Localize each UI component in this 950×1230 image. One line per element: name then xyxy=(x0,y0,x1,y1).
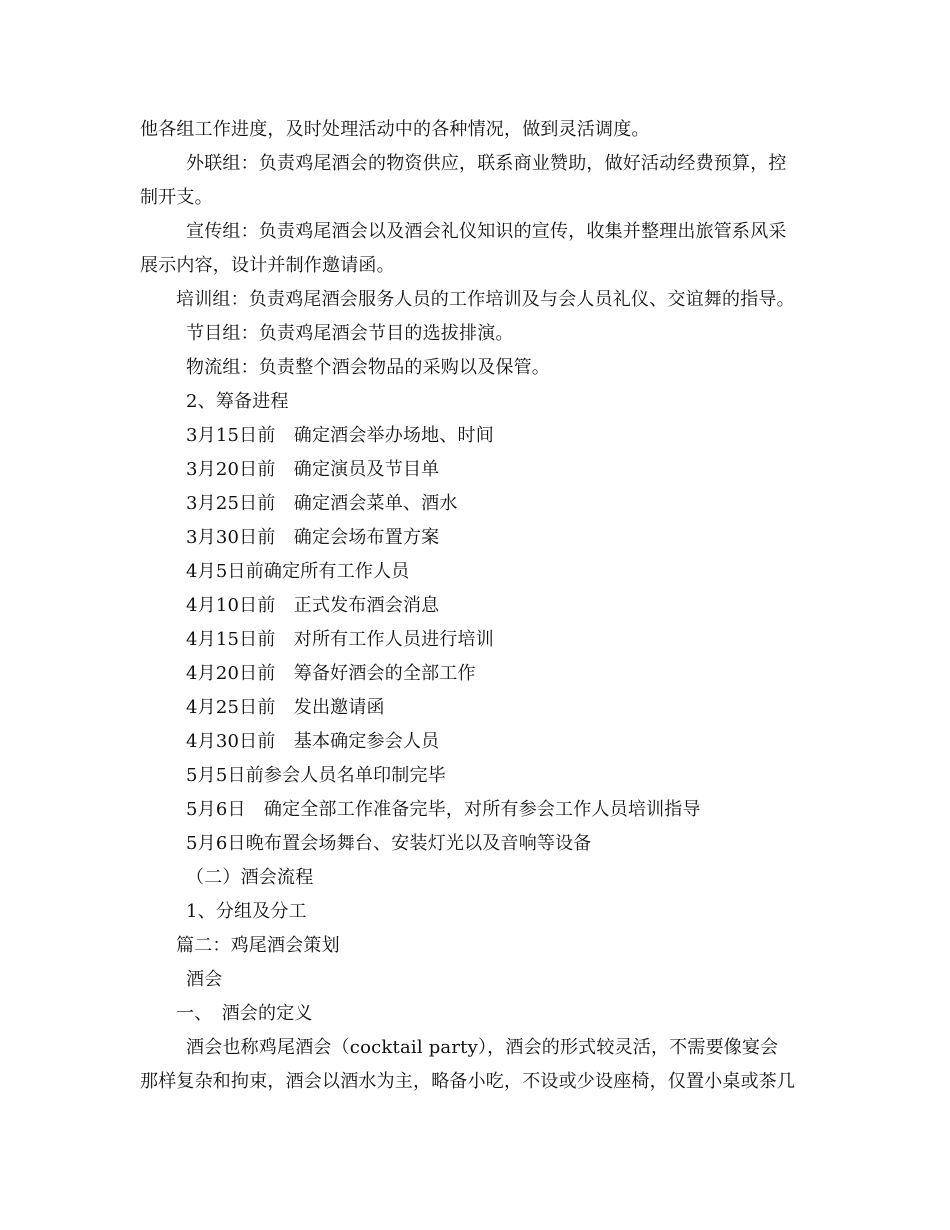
section-heading: 2、筹备进程 xyxy=(186,391,289,412)
paragraph-line: 那样复杂和拘束，酒会以酒水为主，略备小吃，不设或少设座椅，仅置小桌或茶几 xyxy=(140,1071,796,1092)
paragraph-line: 宣传组：负责鸡尾酒会以及酒会礼仪知识的宣传，收集并整理出旅管系风采 xyxy=(186,221,787,242)
section-heading: 一、 酒会的定义 xyxy=(176,1003,313,1024)
schedule-item: 3月15日前 确定酒会举办场地、时间 xyxy=(186,425,494,446)
schedule-item: 4月10日前 正式发布酒会消息 xyxy=(186,595,440,616)
schedule-item: 4月30日前 基本确定参会人员 xyxy=(186,731,440,752)
section-heading: 1、分组及分工 xyxy=(186,901,307,922)
schedule-item: 4月5日前确定所有工作人员 xyxy=(186,561,410,582)
section-heading: 酒会 xyxy=(186,969,223,990)
schedule-item: 3月25日前 确定酒会菜单、酒水 xyxy=(186,493,458,514)
section-heading: （二）酒会流程 xyxy=(186,867,314,888)
schedule-item: 3月20日前 确定演员及节目单 xyxy=(186,459,440,480)
schedule-item: 5月6日 确定全部工作准备完毕，对所有参会工作人员培训指导 xyxy=(186,799,701,820)
paragraph-line: 物流组：负责整个酒会物品的采购以及保管。 xyxy=(186,357,550,378)
paragraph-line: 制开支。 xyxy=(140,187,213,208)
paragraph-line: 外联组：负责鸡尾酒会的物资供应，联系商业赞助，做好活动经费预算，控 xyxy=(186,153,787,174)
schedule-item: 3月30日前 确定会场布置方案 xyxy=(186,527,440,548)
schedule-item: 4月20日前 筹备好酒会的全部工作 xyxy=(186,663,476,684)
paragraph-line: 酒会也称鸡尾酒会（cocktail party），酒会的形式较灵活，不需要像宴会 xyxy=(186,1037,779,1058)
schedule-item: 4月15日前 对所有工作人员进行培训 xyxy=(186,629,494,650)
schedule-item: 5月6日晚布置会场舞台、安装灯光以及音响等设备 xyxy=(186,833,592,854)
section-heading: 篇二：鸡尾酒会策划 xyxy=(176,935,340,956)
schedule-item: 4月25日前 发出邀请函 xyxy=(186,697,385,718)
paragraph-line: 节目组：负责鸡尾酒会节目的选拔排演。 xyxy=(186,323,514,344)
paragraph-line: 他各组工作进度，及时处理活动中的各种情况，做到灵活调度。 xyxy=(140,119,650,140)
paragraph-line: 培训组：负责鸡尾酒会服务人员的工作培训及与会人员礼仪、交谊舞的指导。 xyxy=(176,289,795,310)
paragraph-line: 展示内容，设计并制作邀请函。 xyxy=(140,255,395,276)
schedule-item: 5月5日前参会人员名单印制完毕 xyxy=(186,765,446,786)
